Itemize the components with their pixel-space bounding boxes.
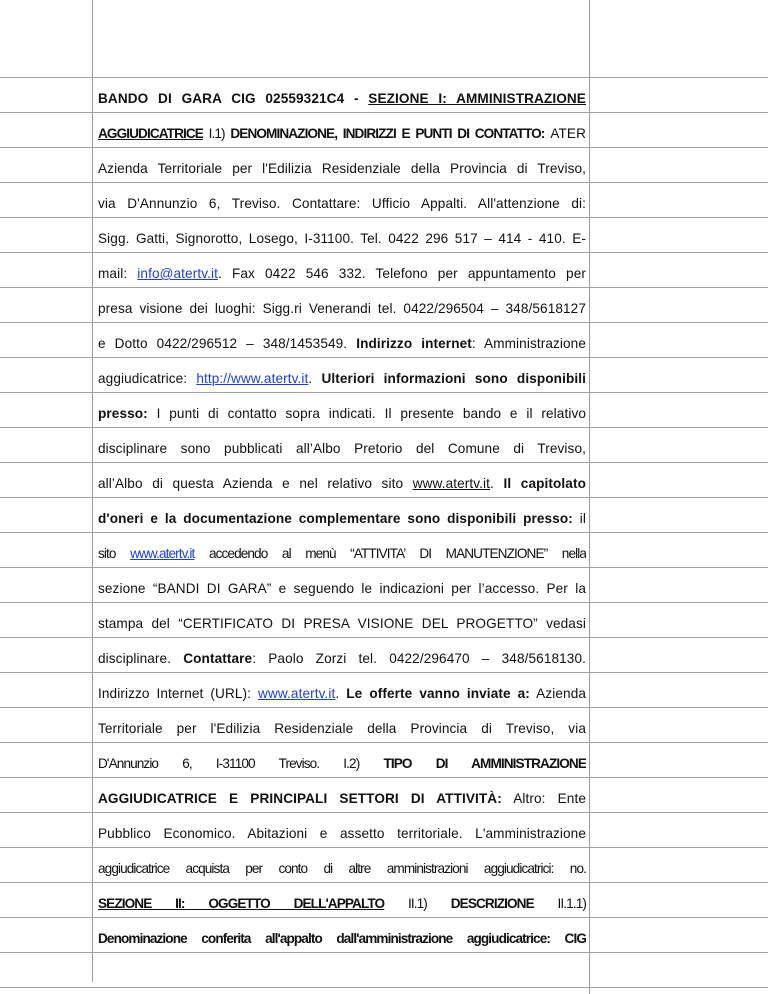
text-run: presso:: [98, 406, 148, 421]
hyperlink[interactable]: info@atertv.it: [137, 266, 218, 281]
hyperlink[interactable]: www.atertv.it: [258, 686, 336, 701]
text-run: .: [490, 476, 504, 491]
text-line: [98, 679, 586, 714]
text-line: [98, 259, 586, 294]
text-run: : Amministrazione: [471, 336, 586, 351]
text-line: [98, 364, 586, 399]
text-run: via D'Annunzio 6, Treviso. Contattare: Ufficio Appalti. All'attenzione di:: [98, 196, 586, 211]
text-line: [98, 224, 586, 259]
text-run: Pubblico Economico. Abitazioni e assetto territoriale. L'amministrazione: [98, 826, 586, 841]
text-run: presa visione dei luoghi: Sigg.ri Venerandi tel. 0422/296504 – 348/5618127: [98, 301, 586, 316]
text-run: il: [572, 511, 586, 526]
hyperlink[interactable]: www.atertv.it: [130, 546, 195, 561]
text-run: sezione “BANDI DI GARA” e seguendo le indicazioni per l’accesso. Per la: [98, 581, 586, 596]
text-run: stampa del “CERTIFICATO DI PRESA VISIONE DEL PROGETTO” vedasi: [98, 616, 586, 631]
text-run: Denominazione conferita all'appalto dall'amministrazione aggiudicatrice: CIG: [98, 931, 586, 946]
text-run: AGGIUDICATRICE E PRINCIPALI SETTORI DI ATTIVITÀ:: [98, 791, 502, 806]
text-line: [98, 819, 586, 854]
text-line: [98, 504, 586, 539]
text-run: .: [335, 686, 347, 701]
text-run: TIPO DI AMMINISTRAZIONE: [383, 756, 586, 771]
text-line: [98, 539, 586, 574]
text-run: ATER: [544, 126, 586, 141]
text-line: [98, 784, 586, 819]
text-line: [98, 854, 586, 889]
text-run: aggiudicatrice:: [98, 371, 197, 386]
text-run: d'oneri e la documentazione complementare sono disponibili presso:: [98, 511, 573, 526]
text-run: Il capitolato: [503, 476, 586, 491]
text-line: [98, 644, 586, 679]
text-run: Ulteriori informazioni sono disponibili: [321, 371, 586, 386]
text-run: DESCRIZIONE: [450, 896, 534, 911]
text-run: SEZIONE I: AMMINISTRAZIONE: [368, 91, 586, 106]
text-run: .: [308, 371, 322, 386]
text-line: [98, 924, 586, 959]
text-run: all’Albo di questa Azienda e nel relativo sito: [98, 476, 413, 491]
text-run: Indirizzo Internet (URL):: [98, 686, 259, 701]
text-run: Le offerte vanno inviate a:: [346, 686, 530, 701]
text-run: aggiudicatrice acquista per conto di altre amministrazioni aggiudicatrici: no.: [98, 861, 586, 876]
text-line: [98, 399, 586, 434]
text-run: SEZIONE II: OGGETTO DELL'APPALTO: [98, 896, 385, 911]
text-run: Azienda Territoriale per l'Edilizia Residenziale della Provincia di Treviso,: [98, 161, 586, 176]
text-run: II.1): [384, 896, 451, 911]
text-run: . Fax 0422 546 332. Telefono per appuntamento per: [217, 266, 586, 281]
text-line: [98, 329, 586, 364]
text-run: : Paolo Zorzi tel. 0422/296470 – 348/5618130.: [252, 651, 586, 666]
text-run: www.atertv.it: [412, 476, 491, 491]
text-line: [98, 609, 586, 644]
text-line: [98, 749, 586, 784]
text-run: D'Annunzio 6, I-31100 Treviso. I.2): [98, 756, 384, 771]
text-run: Contattare: [183, 651, 253, 666]
text-run: BANDO DI GARA CIG 02559321C4 -: [98, 91, 369, 106]
text-line: [98, 574, 586, 609]
text-line: [98, 154, 586, 189]
text-line: [98, 189, 586, 224]
text-run: disciplinare sono pubblicati all’Albo Pretorio del Comune di Treviso,: [98, 441, 586, 456]
text-line: [98, 889, 586, 924]
text-run: Sigg. Gatti, Signorotto, Losego, I-31100. Tel. 0422 296 517 – 414 - 410. E-: [98, 231, 586, 246]
text-run: AGGIUDICATRICE: [98, 126, 203, 141]
text-run: accedendo al menù “ATTIVITA’ DI MANUTENZIONE” nella: [194, 546, 586, 561]
ruled-line: [0, 77, 768, 78]
text-run: Altro: Ente: [501, 791, 586, 806]
text-line: [98, 469, 586, 504]
text-line: [98, 119, 586, 154]
text-run: e Dotto 0422/296512 – 348/1453549.: [98, 336, 357, 351]
text-line: [98, 294, 586, 329]
text-run: Azienda: [529, 686, 586, 701]
text-run: disciplinare.: [98, 651, 184, 666]
text-run: Indirizzo internet: [356, 336, 472, 351]
text-line: [98, 714, 586, 749]
document-body: [98, 84, 586, 959]
text-run: I.1): [202, 126, 231, 141]
ruled-line: [0, 987, 768, 988]
text-run: DENOMINAZIONE, INDIRIZZI E PUNTI DI CONTATTO:: [230, 126, 545, 141]
text-line: [98, 434, 586, 469]
text-run: sito: [98, 546, 131, 561]
text-run: II.1.1): [533, 896, 586, 911]
text-run: I punti di contatto sopra indicati. Il presente bando e il relativo: [147, 406, 586, 421]
text-line: [98, 84, 586, 119]
text-run: mail:: [98, 266, 138, 281]
hyperlink[interactable]: http://www.atertv.it: [196, 371, 309, 386]
text-run: Territoriale per l'Edilizia Residenziale della Provincia di Treviso, via: [98, 721, 586, 736]
